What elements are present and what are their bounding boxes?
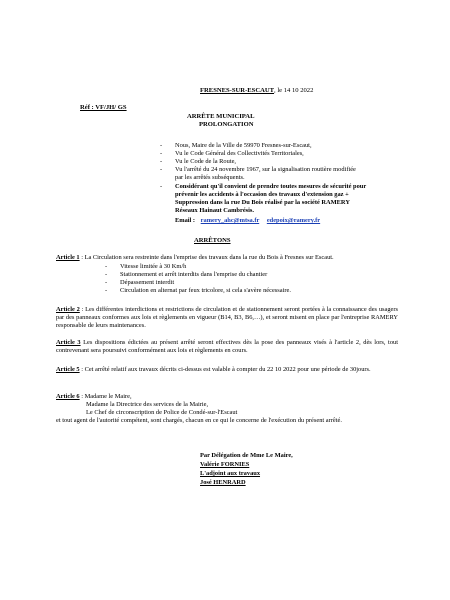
signature-line4: José HENRARD: [200, 479, 246, 486]
consideration-3: Vu le Code de la Route,: [175, 158, 237, 165]
article1-text: : La Circulation sera restreinte dans l'emprise des travaux dans la rue du Bois à Fresnes sur Escaut.: [79, 254, 334, 261]
email-link-1[interactable]: ramery_ahc@mtsa.fr: [200, 217, 260, 224]
article6-label: Article 6: [56, 393, 80, 400]
dash-5: -: [160, 183, 163, 190]
article3-label: Article 3: [56, 339, 81, 346]
article1-item-2: Stationnement et arrêt interdits dans l'emprise du chantier: [120, 271, 268, 278]
date-text: , le 14 10 2022: [274, 87, 314, 94]
title-line2: PROLONGATION: [199, 121, 254, 128]
article2-label: Article 2: [56, 306, 80, 313]
article6-line1: [56, 393, 132, 401]
article1-dash-3: -: [105, 279, 108, 286]
email-link-2[interactable]: edepoix@ramery.fr: [266, 217, 321, 224]
article1-line: [56, 254, 334, 262]
dash-1: -: [160, 142, 163, 149]
article1-label: Article 1: [56, 254, 80, 261]
article6-line2: Madame la Directrice des services de la Mairie,: [86, 401, 209, 408]
consideration-5-cont3: Réseaux Hainaut Cambrésis.: [175, 207, 254, 214]
consideration-1: Nous, Maire de la Ville de 59970 Fresnes-sur-Escaut,: [175, 142, 312, 149]
dash-3: -: [160, 158, 163, 165]
article5-text: : Cet arrêté relatif aux travaux décrits ci-dessus est valable à compter du 22 10 2022 pour une période de 30jours.: [79, 366, 371, 373]
article1-item-1: Vitesse limitée à 30 Km/h: [120, 263, 187, 270]
reference: Réf : VF/JH/ GS: [80, 104, 127, 111]
signature-line2: Valérie FORNIES: [200, 461, 250, 468]
place-date-line: [200, 87, 313, 95]
article1-dash-4: -: [105, 287, 108, 294]
article1-dash-2: -: [105, 271, 108, 278]
consideration-5-cont: prévenir les accidents à l'occasion des travaux d'extension gaz +: [175, 191, 349, 198]
dash-4: -: [160, 166, 163, 173]
article6-line3: Le Chef de circonscription de Police de Condé-sur-l'Escaut: [86, 409, 238, 416]
signature-line1: Par Délégation de Mme Le Maire,: [200, 452, 293, 459]
article6-line4: et tout agent de l'autorité compétent, sont chargés, chacun en ce qui le concerne de l'exécution du présent arrêté.: [56, 417, 342, 424]
email-label: Email :: [175, 217, 196, 224]
arretons-heading: ARRÊTONS: [194, 237, 231, 244]
article2-paragraph: [56, 306, 398, 330]
article6-text1: : Madame le Maire,: [79, 393, 132, 400]
article2-text: : Les différentes interdictions et restrictions de circulation et de stationnement seront portées à la connaissance des usagers par des panneaux conformes aux lois et règlements en vigueur (B14, B3, B6,…), et seront misent en place par l'entreprise RAMERY responsable de leurs maintenances.: [56, 306, 398, 329]
consideration-5-cont2: Suppression dans la rue Du Bois réalisé par la société RAMERY: [175, 199, 350, 206]
article3-paragraph: [56, 339, 398, 355]
consideration-5: Considérant qu'il convient de prendre toutes mesures de sécurité pour: [175, 183, 367, 190]
signature-line3: L'adjoint aux travaux: [200, 470, 261, 477]
consideration-4: Vu l'arrêté du 24 novembre 1967, sur la signalisation routière modifiée: [175, 166, 356, 173]
consideration-4-cont: par les arrêtés subséquents.: [175, 174, 245, 181]
article5-paragraph: [56, 366, 398, 374]
article1-item-3: Dépassement interdit: [120, 279, 175, 286]
email-line: [175, 217, 320, 225]
article1-item-4: Circulation en alternat par feux tricolore, si cela s'avère nécessaire.: [120, 287, 291, 294]
consideration-2: Vu le Code Général des Collectivités Territoriales,: [175, 150, 304, 157]
place-name: FRESNES-SUR-ESCAUT: [200, 87, 275, 94]
dash-2: -: [160, 150, 163, 157]
article5-label: Article 5: [56, 366, 80, 373]
article1-dash-1: -: [105, 263, 108, 270]
article3-text: Les dispositions édictées au présent arrêté seront effectives dès la pose des panneaux visés à l'article 2, dès lors, tout contrevenant sera poursuivi conformément aux lois et règlements en cours.: [56, 339, 398, 354]
title-line1: ARRÊTE MUNICIPAL: [187, 113, 255, 120]
